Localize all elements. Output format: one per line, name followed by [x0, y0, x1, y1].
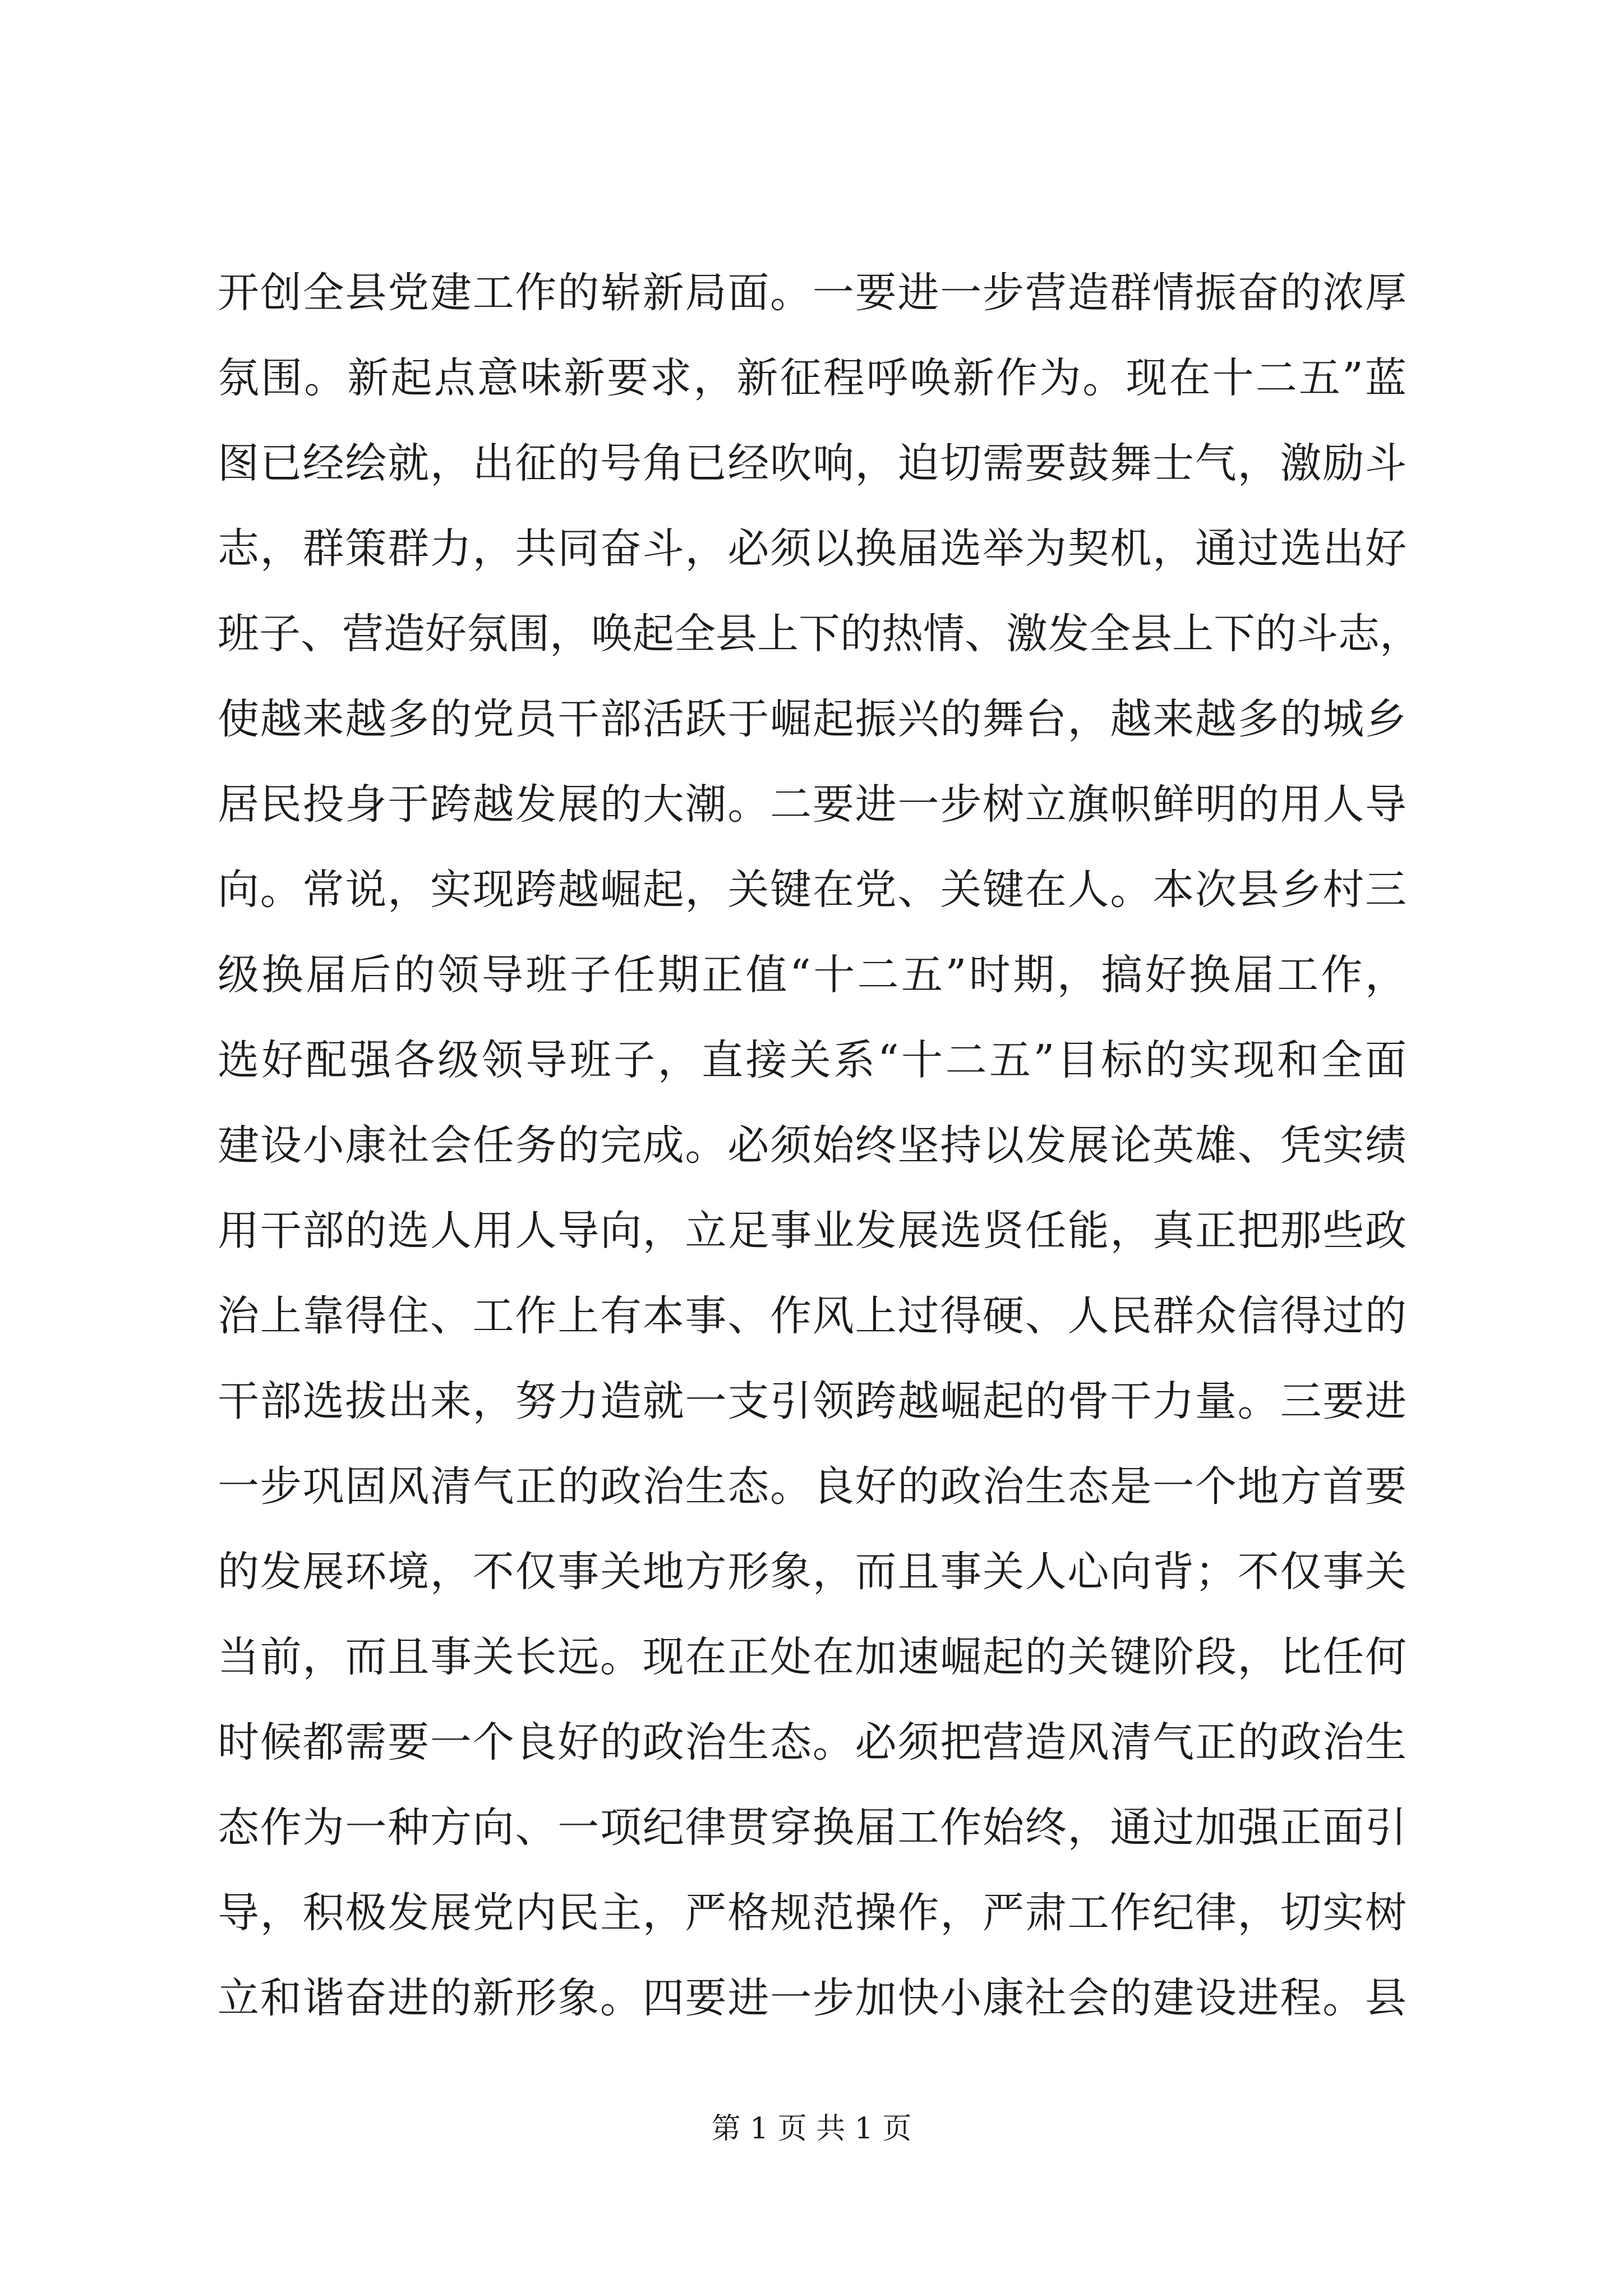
body-text — [218, 250, 1421, 2041]
text-line: 用干部的选人用人导向，立足事业发展选贤任能，真正把那些政 — [218, 1207, 1407, 1255]
text-line: 导，积极发展党内民主，严格规范操作，严肃工作纪律，切实树 — [218, 1889, 1407, 1937]
text-line: 图已经绘就，出征的号角已经吹响，迫切需要鼓舞士气，激励斗 — [218, 439, 1407, 487]
text-line: 班子、营造好氛围，唤起全县上下的热情、激发全县上下的斗志， — [218, 610, 1421, 658]
text-line: 立和谐奋进的新形象。四要进一步加快小康社会的建设进程。县 — [218, 1974, 1407, 2022]
text-line: 一步巩固风清气正的政治生态。良好的政治生态是一个地方首要 — [218, 1462, 1407, 1511]
text-line: 志，群策群力，共同奋斗，必须以换届选举为契机，通过选出好 — [218, 524, 1407, 573]
text-line: 开创全县党建工作的崭新局面。一要进一步营造群情振奋的浓厚 — [218, 269, 1407, 317]
text-line: 向。常说，实现跨越崛起，关键在党、关键在人。本次县乡村三 — [218, 866, 1407, 914]
text-line: 使越来越多的党员干部活跃于崛起振兴的舞台，越来越多的城乡 — [218, 695, 1407, 743]
text-line: 时候都需要一个良好的政治生态。必须把营造风清气正的政治生 — [218, 1718, 1407, 1766]
page-footer: 第 1 页 共 1 页 — [711, 2112, 912, 2146]
text-line: 居民投身于跨越发展的大潮。二要进一步树立旗帜鲜明的用人导 — [218, 780, 1407, 829]
text-line: 建设小康社会任务的完成。必须始终坚持以发展论英雄、凭实绩 — [218, 1121, 1407, 1170]
text-line: 当前，而且事关长远。现在正处在加速崛起的关键阶段，比任何 — [218, 1633, 1407, 1681]
text-line: 级换届后的领导班子任期正值“十二五”时期，搞好换届工作， — [218, 951, 1407, 999]
text-line: 氛围。新起点意味新要求，新征程呼唤新作为。现在十二五”蓝 — [218, 354, 1407, 402]
text-line: 选好配强各级领导班子，直接关系“十二五”目标的实现和全面 — [218, 1036, 1407, 1084]
text-line: 的发展环境，不仅事关地方形象，而且事关人心向背；不仅事关 — [218, 1548, 1407, 1596]
text-line: 态作为一种方向、一项纪律贯穿换届工作始终，通过加强正面引 — [218, 1803, 1407, 1852]
text-line: 治上靠得住、工作上有本事、作风上过得硬、人民群众信得过的 — [218, 1292, 1407, 1340]
text-line: 干部选拔出来，努力造就一支引领跨越崛起的骨干力量。三要进 — [218, 1377, 1407, 1425]
